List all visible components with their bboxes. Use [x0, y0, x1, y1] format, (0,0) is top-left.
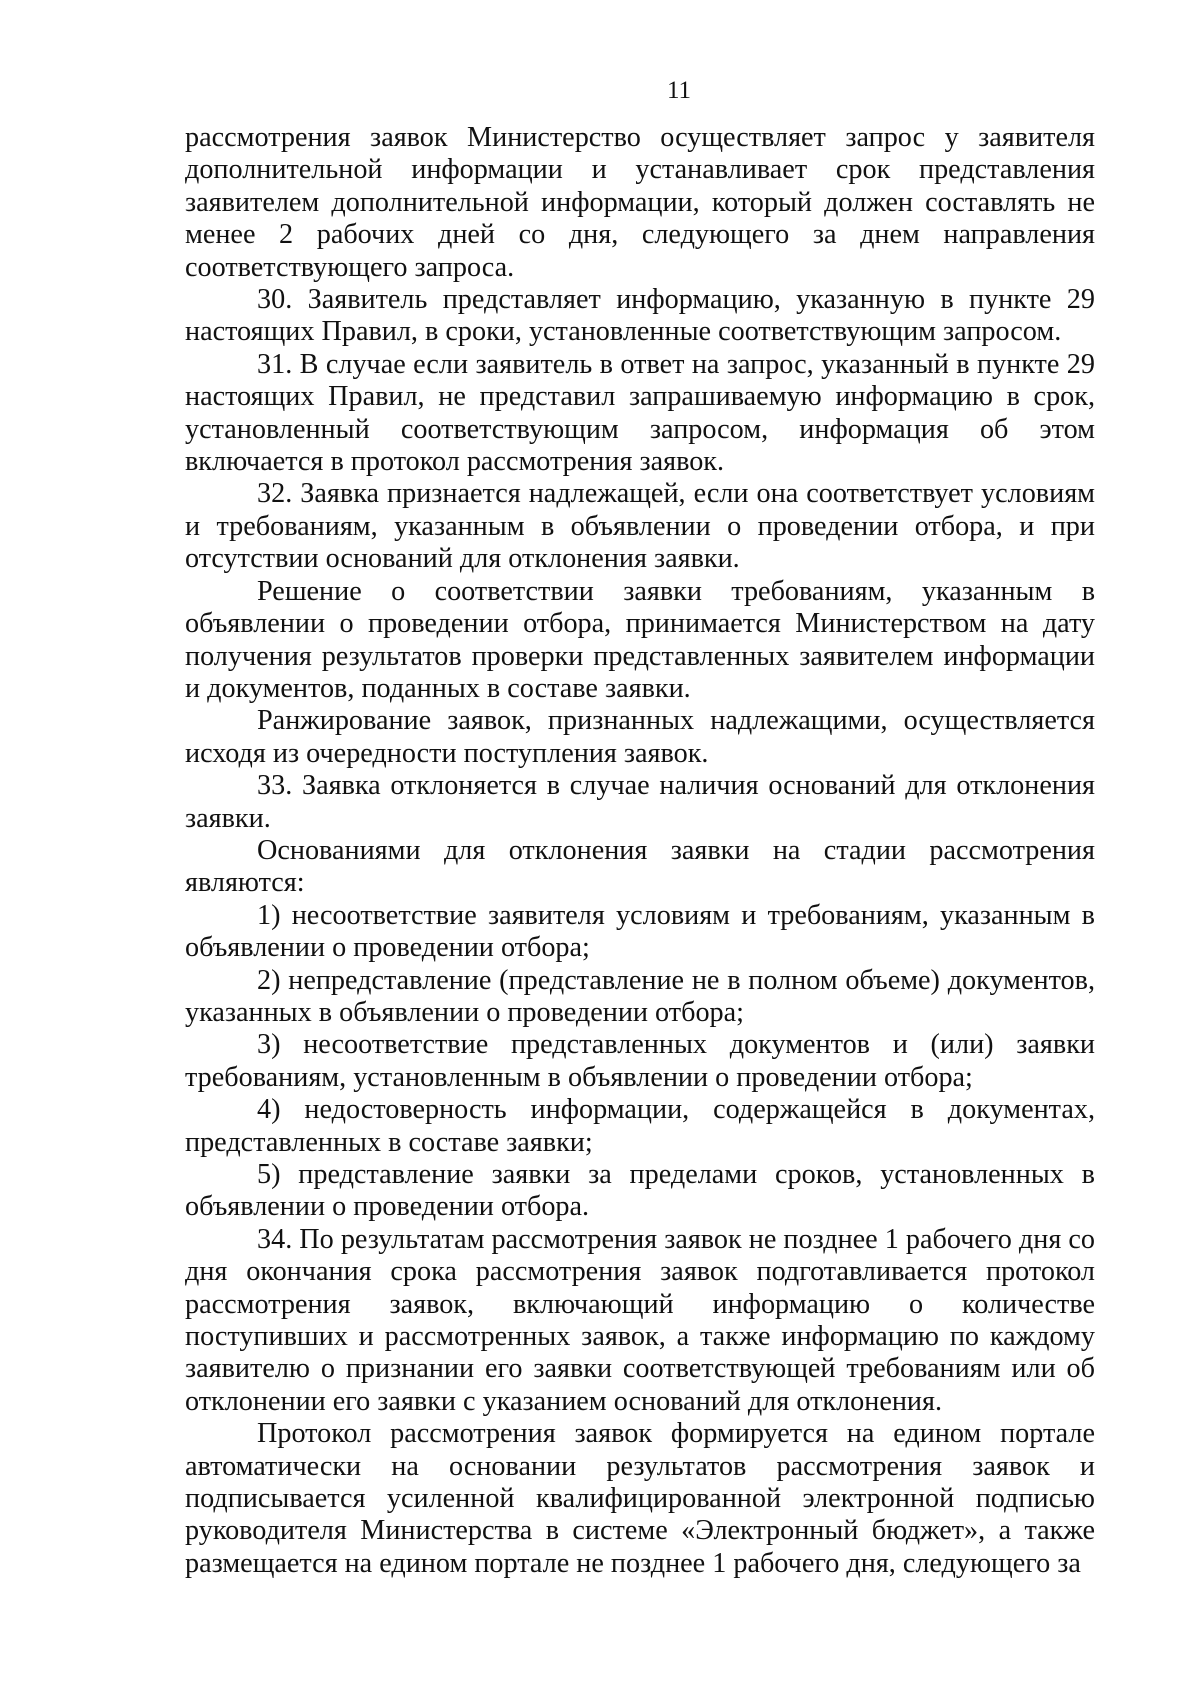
- page-number: 11: [666, 77, 692, 104]
- paragraph-decision: Решение о соответствии заявки требованиям, указанным в объявлении о проведении отбора, принимается Министерством на дату получения результатов проверки представленных заявителем информации и документов, поданных в составе заявки.: [185, 575, 1095, 704]
- paragraph-item-33: 33. Заявка отклоняется в случае наличия оснований для отклонения заявки.: [185, 770, 1095, 834]
- list-item-2: 2) непредставление (представление не в полном объеме) документов, указанных в объявлении о проведении отбора;: [185, 964, 1095, 1028]
- paragraph-item-31: 31. В случае если заявитель в ответ на запрос, указанный в пункте 29 настоящих Правил, не представил запрашиваемую информацию в срок, установленный соответствующим запросом, информация об этом включается в протокол рассмотрения заявок.: [185, 348, 1095, 478]
- paragraph-protocol: Протокол рассмотрения заявок формируется на едином портале автоматически на основании результатов рассмотрения заявок и подписывается усиленной квалифицированной электронной подписью руководителя Министерства в системе «Электронный бюджет», а также размещается на едином портале не позднее 1 рабочего дня, следующего за: [185, 1418, 1095, 1579]
- list-item-3: 3) несоответствие представленных документов и (или) заявки требованиям, установленным в объявлении о проведении отбора;: [185, 1029, 1095, 1093]
- list-item-5: 5) представление заявки за пределами сроков, установленных в объявлении о проведении отбора.: [185, 1159, 1095, 1223]
- list-item-4: 4) недостоверность информации, содержащейся в документах, представленных в составе заявки;: [185, 1094, 1095, 1158]
- paragraph-continuation: рассмотрения заявок Министерство осуществляет запрос у заявителя дополнительной информации и устанавливает срок представления заявителем дополнительной информации, который должен составлять не менее 2 рабочих дней со дня, следующего за днем направления соответствующего запроса.: [185, 122, 1095, 283]
- list-item-1: 1) несоответствие заявителя условиям и требованиям, указанным в объявлении о проведении отбора;: [185, 899, 1095, 964]
- paragraph-grounds-intro: Основаниями для отклонения заявки на стадии рассмотрения являются:: [185, 834, 1095, 899]
- paragraph-item-30: 30. Заявитель представляет информацию, указанную в пункте 29 настоящих Правил, в сроки, установленные соответствующим запросом.: [185, 284, 1095, 348]
- paragraph-item-32: 32. Заявка признается надлежащей, если она соответствует условиям и требованиям, указанным в объявлении о проведении отбора, и при отсутствии оснований для отклонения заявки.: [185, 478, 1095, 575]
- paragraph-ranking: Ранжирование заявок, признанных надлежащими, осуществляется исходя из очередности поступления заявок.: [185, 705, 1095, 769]
- paragraph-item-34: 34. По результатам рассмотрения заявок не позднее 1 рабочего дня со дня окончания срока рассмотрения заявок подготавливается протокол рассмотрения заявок, включающий информацию о количестве поступивших и рассмотренных заявок, а также информацию по каждому заявителю о признании его заявки соответствующей требованиям или об отклонении его заявки с указанием оснований для отклонения.: [185, 1223, 1095, 1417]
- document-body: [185, 122, 1095, 1580]
